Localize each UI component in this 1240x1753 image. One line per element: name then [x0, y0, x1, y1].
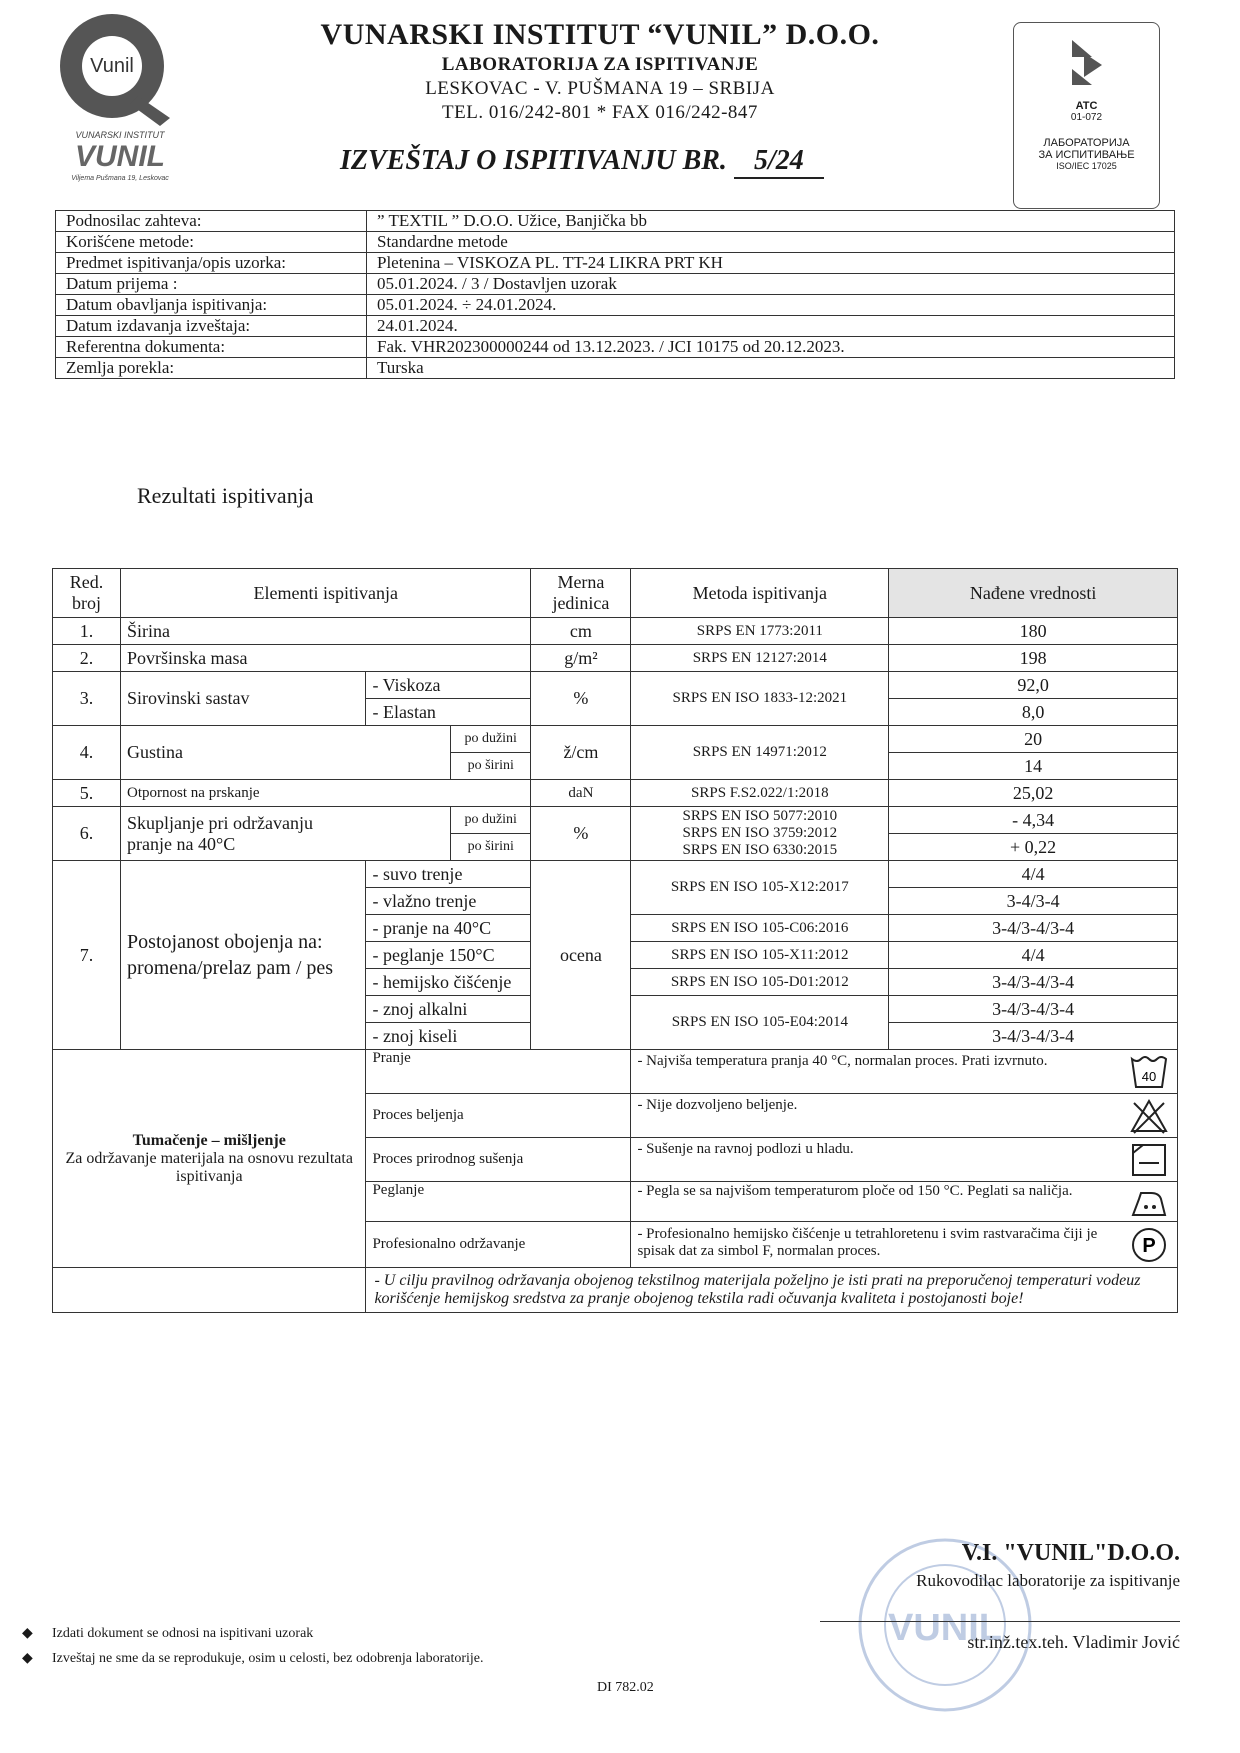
row-sub: - znoj alkalni	[366, 996, 531, 1023]
row-value: 4/4	[889, 861, 1178, 888]
results-title: Rezultati ispitivanja	[137, 483, 314, 508]
care-row	[53, 1050, 1178, 1094]
atc-std: ISO/IEC 17025	[1056, 161, 1117, 171]
row-name: Postojanost obojenja na: promena/prelaz pam / pes	[121, 861, 366, 1050]
care-value: - Profesionalno hemijsko čišćenje u tetrahloretenu i svim rastvaračima čiji je spisak dat za simbol F, normalan proces.	[637, 1225, 1098, 1259]
interpretation-sub: Za održavanje materijala na osnovu rezultata ispitivanja	[65, 1149, 353, 1185]
care-value: - Sušenje na ravnoj podlozi u hladu.	[637, 1140, 854, 1157]
row-value: 20	[889, 726, 1178, 753]
row-name: Gustina	[121, 726, 451, 780]
row-method: SRPS F.S2.022/1:2018	[631, 780, 889, 807]
row-sub: po širini	[451, 834, 531, 861]
info-key: Datum obavljanja ispitivanja:	[56, 295, 367, 316]
row-sub: - Viskoza	[366, 672, 531, 699]
info-row	[56, 274, 1175, 295]
institute-name: VUNARSKI INSTITUT “VUNIL” D.O.O.	[320, 18, 880, 51]
row-method	[631, 807, 889, 861]
table-header-row	[53, 569, 1178, 618]
info-value: 05.01.2024. ÷ 24.01.2024.	[367, 295, 1175, 316]
professional-clean-p-icon	[1129, 1226, 1169, 1264]
info-row	[56, 253, 1175, 274]
info-value: Pletenina – VISKOZA PL. TT-24 LIKRA PRT KH	[367, 253, 1175, 274]
info-row	[56, 358, 1175, 379]
row-name-line1: Skupljanje pri održavanju	[127, 812, 313, 833]
row-sub: - Elastan	[366, 699, 531, 726]
care-value: - Nije dozvoljeno beljenje.	[637, 1096, 798, 1113]
table-row	[53, 726, 1178, 753]
signature-company: V.I. "VUNIL"D.O.O.	[961, 1540, 1180, 1566]
row-value: 3-4/3-4/3-4	[889, 996, 1178, 1023]
care-value-cell	[631, 1182, 1178, 1222]
row-sub: - suvo trenje	[366, 861, 531, 888]
lab-name: LABORATORIJA ZA ISPITIVANJE	[441, 54, 759, 75]
care-key: Profesionalno održavanje	[366, 1222, 631, 1268]
wash-temp: 40	[1141, 1068, 1157, 1084]
care-key: Proces prirodnog sušenja	[366, 1138, 631, 1182]
care-value-cell	[631, 1050, 1178, 1094]
method-line: SRPS EN ISO 5077:2010	[682, 808, 838, 824]
info-value: Turska	[367, 358, 1175, 379]
logo-top-text: VUNARSKI INSTITUT	[75, 130, 165, 140]
note-row	[53, 1268, 1178, 1313]
row-unit: g/m²	[531, 645, 631, 672]
row-name	[121, 807, 451, 861]
row-unit: ž/cm	[531, 726, 631, 780]
row-sub: - peglanje 150°C	[366, 942, 531, 969]
info-row	[56, 211, 1175, 232]
method-line: SRPS EN ISO 3759:2012	[682, 825, 838, 841]
info-key: Datum prijema :	[56, 274, 367, 295]
info-row	[56, 295, 1175, 316]
logo-brand: VUNIL	[75, 140, 165, 173]
row-no: 1.	[53, 618, 121, 645]
vunil-logo	[50, 8, 190, 183]
info-row	[56, 337, 1175, 358]
note-spacer	[53, 1268, 366, 1313]
results-table	[52, 568, 1178, 1313]
row-method: SRPS EN 1773:2011	[631, 618, 889, 645]
signature-role: Rukovodilac laboratorije za ispitivanje	[916, 1571, 1180, 1590]
care-value-cell	[631, 1138, 1178, 1182]
interpretation-title: Tumačenje – mišljenje	[132, 1131, 286, 1149]
row-name: Širina	[121, 618, 531, 645]
table-row	[53, 645, 1178, 672]
atc-mark-icon	[1062, 35, 1112, 95]
phone-fax: TEL. 016/242-801 * FAX 016/242-847	[442, 102, 758, 123]
row-value: 3-4/3-4	[889, 888, 1178, 915]
footnote-text: Izdati dokument se odnosi na ispitivani uzorak	[52, 1626, 314, 1641]
care-note: - U cilju pravilnog održavanja obojenog tekstilnog materijala poželjno je isti prati na preporučenoj temperaturi vodeuz korišćenje hemijskog sredstva za pranje obojenog tekstila radi očuvanja kvaliteta i postojanosti boje!	[366, 1268, 1178, 1313]
row-value: + 0,22	[889, 834, 1178, 861]
col-unit-header: Merna jedinica	[531, 569, 631, 618]
table-row	[53, 780, 1178, 807]
stamp-brand: VUNIL	[888, 1607, 1002, 1649]
report-title	[340, 145, 824, 179]
row-method: SRPS EN 12127:2014	[631, 645, 889, 672]
info-value: ” TEXTIL ” D.O.O. Užice, Banjička bb	[367, 211, 1175, 232]
info-key: Predmet ispitivanja/opis uzorka:	[56, 253, 367, 274]
row-method: SRPS EN ISO 105-X11:2012	[631, 942, 889, 969]
row-method: SRPS EN ISO 1833-12:2021	[631, 672, 889, 726]
row-value: 92,0	[889, 672, 1178, 699]
table-row	[53, 672, 1178, 699]
row-unit: ocena	[531, 861, 631, 1050]
row-value: 25,02	[889, 780, 1178, 807]
row-value: - 4,34	[889, 807, 1178, 834]
row-name: Sirovinski sastav	[121, 672, 366, 726]
care-value: - Pegla se sa najvišom temperaturom ploče od 150 °C. Peglati sa naličja.	[637, 1182, 1073, 1199]
row-method: SRPS EN ISO 105-E04:2014	[631, 996, 889, 1050]
info-value: 05.01.2024. / 3 / Dostavljen uzorak	[367, 274, 1175, 295]
care-value: - Najviša temperatura pranja 40 °C, normalan proces. Prati izvrnuto.	[637, 1052, 1048, 1069]
row-value: 3-4/3-4/3-4	[889, 969, 1178, 996]
row-name-line2: pranje na 40°C	[127, 833, 236, 854]
atc-code: 01-072	[1070, 112, 1103, 123]
row-value: 198	[889, 645, 1178, 672]
row-name: Otpornost na prskanje	[121, 780, 531, 807]
row-sub: po širini	[451, 753, 531, 780]
col-elements-header: Elementi ispitivanja	[121, 569, 531, 618]
footnotes	[22, 1625, 484, 1675]
row-no: 4.	[53, 726, 121, 780]
care-key: Pranje	[366, 1050, 631, 1094]
row-sub: - pranje na 40°C	[366, 915, 531, 942]
atc-label: ATC	[1075, 100, 1098, 112]
row-sub: - hemijsko čišćenje	[366, 969, 531, 996]
signature-block	[820, 1540, 1180, 1653]
footnote	[22, 1625, 484, 1642]
row-sub: - vlažno trenje	[366, 888, 531, 915]
wash-40-icon	[1129, 1053, 1169, 1091]
report-title-text: IZVEŠTAJ O ISPITIVANJU BR.	[340, 145, 727, 176]
row-unit: %	[531, 672, 631, 726]
row-value: 8,0	[889, 699, 1178, 726]
row-method: SRPS EN 14971:2012	[631, 726, 889, 780]
row-unit: %	[531, 807, 631, 861]
col-no-header: Red. broj	[53, 569, 121, 618]
info-key: Datum izdavanja izveštaja:	[56, 316, 367, 337]
info-value: Standardne metode	[367, 232, 1175, 253]
row-value: 3-4/3-4/3-4	[889, 915, 1178, 942]
footnote	[22, 1650, 484, 1667]
signature-name: str.inž.tex.teh. Vladimir Jović	[820, 1621, 1180, 1653]
bullet-icon: ◆	[22, 1651, 33, 1666]
row-value: 3-4/3-4/3-4	[889, 1023, 1178, 1050]
address: LESKOVAC - V. PUŠMANA 19 – SRBIJA	[425, 78, 775, 99]
row-no: 5.	[53, 780, 121, 807]
row-method: SRPS EN ISO 105-C06:2016	[631, 915, 889, 942]
row-unit: cm	[531, 618, 631, 645]
row-value: 180	[889, 618, 1178, 645]
row-no: 6.	[53, 807, 121, 861]
logo-address: Viljema Pušmana 19, Leskovac	[71, 175, 169, 182]
row-no: 7.	[53, 861, 121, 1050]
row-sub: po dužini	[451, 726, 531, 753]
row-sub: po dužini	[451, 807, 531, 834]
row-unit: daN	[531, 780, 631, 807]
info-key: Zemlja porekla:	[56, 358, 367, 379]
report-number: 5/24	[734, 145, 824, 179]
col-method-header: Metoda ispitivanja	[631, 569, 889, 618]
row-no: 2.	[53, 645, 121, 672]
info-row	[56, 316, 1175, 337]
row-sub: - znoj kiseli	[366, 1023, 531, 1050]
no-bleach-icon	[1129, 1097, 1169, 1135]
dry-flat-shade-icon	[1129, 1141, 1169, 1179]
col-value-header: Nađene vrednosti	[889, 569, 1178, 618]
info-key: Referentna dokumenta:	[56, 337, 367, 358]
care-key: Proces beljenja	[366, 1094, 631, 1138]
doc-code: DI 782.02	[597, 1680, 654, 1695]
footnote-text: Izveštaj ne sme da se reprodukuje, osim u celosti, bez odobrenja laboratorije.	[52, 1651, 484, 1666]
iron-two-dot-icon	[1129, 1183, 1169, 1221]
request-info-table	[55, 210, 1175, 379]
table-row	[53, 861, 1178, 888]
row-name: Površinska masa	[121, 645, 531, 672]
info-value: Fak. VHR202300000244 od 13.12.2023. / JCI 10175 od 20.12.2023.	[367, 337, 1175, 358]
care-value-cell	[631, 1222, 1178, 1268]
institute-header	[300, 18, 900, 124]
atc-lab1: ЛАБОРАТОРИЈА	[1043, 137, 1130, 149]
bullet-icon: ◆	[22, 1626, 33, 1641]
table-row	[53, 618, 1178, 645]
row-no: 3.	[53, 672, 121, 726]
row-method: SRPS EN ISO 105-X12:2017	[631, 861, 889, 915]
interpretation-cell	[53, 1050, 366, 1268]
info-row	[56, 232, 1175, 253]
accreditation-badge	[1013, 22, 1160, 209]
care-value-cell	[631, 1094, 1178, 1138]
info-value: 24.01.2024.	[367, 316, 1175, 337]
row-method: SRPS EN ISO 105-D01:2012	[631, 969, 889, 996]
info-key: Korišćene metode:	[56, 232, 367, 253]
logo-circle-text: Vunil	[90, 55, 134, 77]
atc-lab2: ЗА ИСПИТИВАЊЕ	[1038, 149, 1135, 161]
method-line: SRPS EN ISO 6330:2015	[682, 842, 838, 858]
table-row	[53, 807, 1178, 834]
row-value: 4/4	[889, 942, 1178, 969]
info-key: Podnosilac zahteva:	[56, 211, 367, 232]
care-key: Peglanje	[366, 1182, 631, 1222]
row-value: 14	[889, 753, 1178, 780]
pro-symbol: P	[1142, 1234, 1156, 1257]
